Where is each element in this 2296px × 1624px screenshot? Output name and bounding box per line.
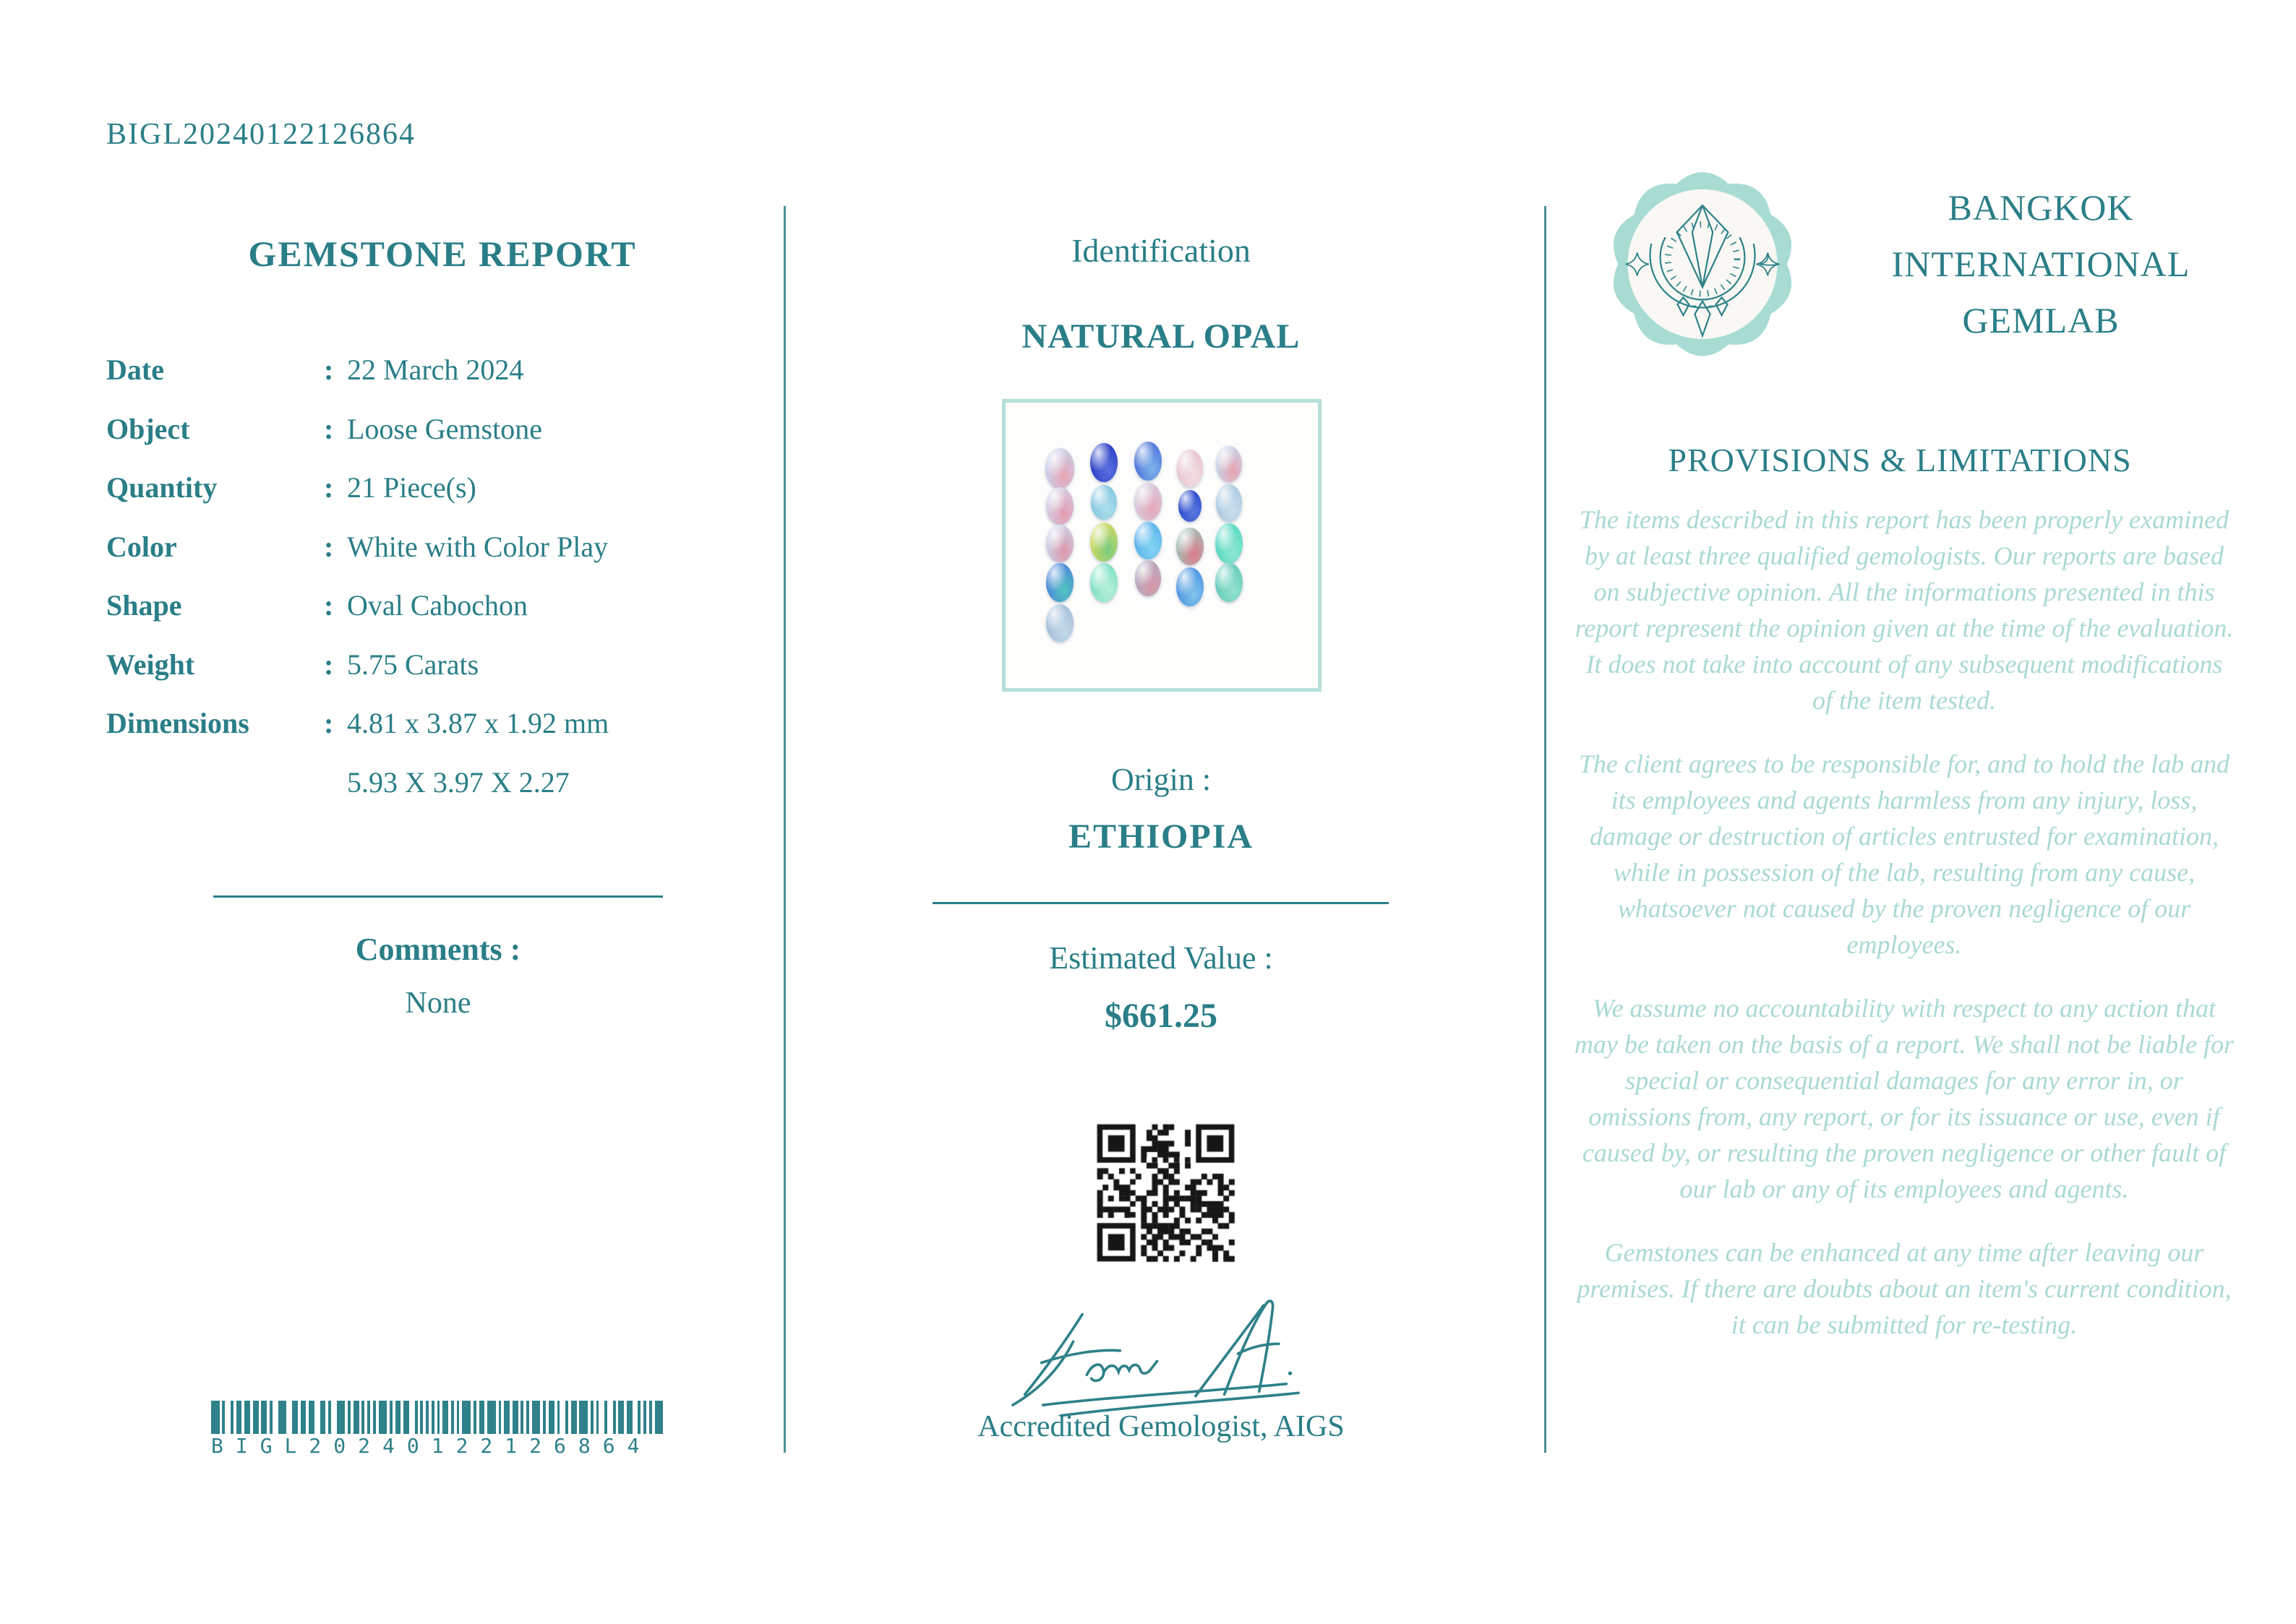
gem-stone (1134, 522, 1162, 559)
gem-stone (1215, 523, 1243, 564)
provisions-paragraph: Gemstones can be enhanced at any time after leaving our premises. If there are doubts about an item's current condition, it can be submitted for re-testing. (1577, 1238, 2232, 1339)
gem-stone (1090, 563, 1118, 602)
field-row-date: Date : 22 March 2024 (106, 340, 742, 400)
gem-name: NATURAL OPAL (1021, 317, 1301, 356)
identification-title: Identification (1071, 232, 1251, 269)
field-value: Oval Cabochon (347, 589, 528, 622)
lab-name-line: GEMLAB (1962, 300, 2120, 340)
column-divider-right (1544, 206, 1546, 1453)
gem-stone (1176, 567, 1204, 606)
field-row-color: Color : White with Color Play (106, 517, 742, 577)
field-value: White with Color Play (347, 530, 609, 563)
field-row-dimensions: Dimensions : 4.81 x 3.87 x 1.92 mm (106, 694, 742, 753)
barcode-text: BIGL20240122126864 (211, 1434, 652, 1458)
lab-name (1836, 179, 2245, 348)
credential-text: Accredited Gemologist, AIGS (977, 1410, 1345, 1443)
field-value: 4.81 x 3.87 x 1.92 mm (347, 707, 609, 740)
report-fields (106, 340, 742, 812)
field-label: Dimensions (106, 707, 249, 740)
field-label: Shape (106, 589, 182, 622)
comments-divider (213, 895, 663, 898)
gem-stone (1045, 448, 1074, 489)
gem-stone (1046, 525, 1074, 562)
gem-stone (1134, 442, 1162, 481)
field-row-object: Object : Loose Gemstone (106, 400, 742, 459)
field-label: Object (106, 412, 190, 445)
field-value: 5.93 X 3.97 X 2.27 (347, 765, 570, 799)
comments-value: None (405, 987, 471, 1020)
gem-stone (1134, 483, 1162, 520)
lab-logo-badge-icon (1597, 155, 1808, 373)
gem-photo (1002, 399, 1322, 692)
field-label: Weight (106, 648, 195, 681)
field-row-shape: Shape : Oval Cabochon (106, 576, 742, 635)
field-value: 22 March 2024 (347, 353, 524, 387)
origin-label: Origin : (1110, 762, 1212, 797)
provisions-paragraph: The items described in this report has been properly examined by at least three qualified gemologists. Our reports are based on subjective opinion. All the informations presented in this report represent the opinion given at the time of the evaluation. It does not take into account of any subsequent modifications of the item tested. (1575, 505, 2234, 715)
gem-stone (1046, 487, 1074, 525)
field-row-dimensions-2 (106, 753, 742, 812)
gem-stone (1178, 490, 1201, 522)
gem-stone (1176, 528, 1204, 565)
gem-stone (1046, 563, 1074, 602)
signature-underline (1043, 1384, 1287, 1405)
lab-name-line: INTERNATIONAL (1891, 244, 2190, 284)
gem-stone (1216, 446, 1242, 482)
gem-stone (1177, 450, 1203, 487)
gem-stone (1215, 563, 1243, 602)
field-label: Quantity (106, 471, 218, 504)
gem-stone (1091, 485, 1117, 520)
provisions-paragraph: We assume no accountability with respect to any action that may be taken on the basis of a report. We shall not be liable for special or consequential damages for any error in, or omissions from, any report, or for its issuance or use, even if caused by, or resulting the proven negligence or other fault of our lab or any of its employees and agents. (1574, 994, 2235, 1203)
report-title: GEMSTONE REPORT (248, 233, 637, 274)
field-label: Color (106, 530, 177, 563)
estimated-value-amount: $661.25 (1105, 997, 1217, 1035)
report-number: BIGL20240122126864 (106, 118, 416, 151)
field-value: 21 Piece(s) (347, 471, 476, 504)
gem-stone (1135, 560, 1161, 596)
signature-stroke (1087, 1361, 1157, 1380)
gem-stone (1090, 443, 1118, 482)
field-row-weight: Weight : 5.75 Carats (106, 635, 742, 695)
origin-value: ETHIOPIA (1068, 817, 1254, 856)
field-value: 5.75 Carats (347, 648, 479, 681)
provisions-paragraph: The client agrees to be responsible for, and to hold the lab and its employees and agents harmless from any injury, loss, damage or destruction of articles entrusted for examination, while in possession of the lab, resulting from any cause, whatsoever not caused by the proven negligence of our employees. (1578, 749, 2230, 959)
qr-code (1092, 1119, 1240, 1267)
gem-stone (1090, 523, 1118, 562)
estimated-value-label: Estimated Value : (1049, 940, 1273, 976)
lab-name-line: BANGKOK (1948, 187, 2134, 228)
provisions-paragraphs (1573, 502, 2235, 1370)
comments-label: Comments : (355, 932, 521, 967)
field-value: Loose Gemstone (347, 412, 542, 445)
barcode (211, 1401, 664, 1434)
field-row-quantity: Quantity : 21 Piece(s) (106, 458, 742, 517)
field-label: Date (106, 353, 164, 387)
column-divider-left (784, 206, 786, 1453)
provisions-title: PROVISIONS & LIMITATIONS (1668, 442, 2132, 478)
signature (998, 1288, 1330, 1422)
gem-stone (1046, 604, 1074, 642)
signature-dot (1288, 1371, 1292, 1375)
gem-stone (1216, 484, 1242, 522)
value-divider (933, 902, 1389, 904)
